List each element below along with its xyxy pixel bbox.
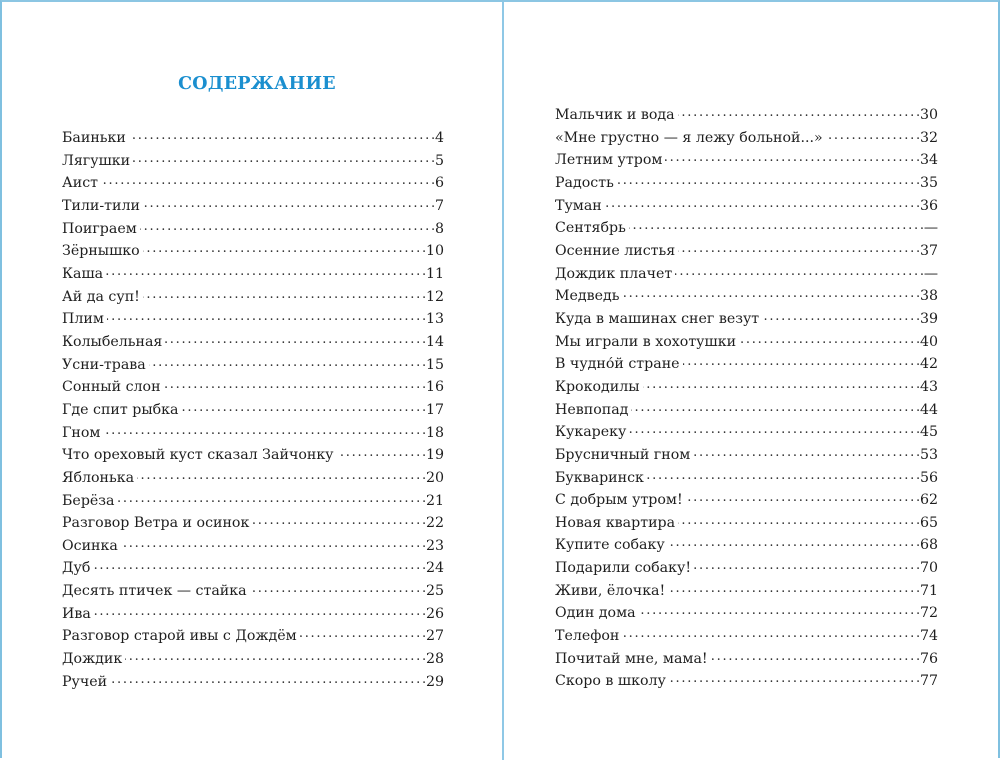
dot-leader	[252, 513, 425, 527]
toc-entry	[62, 444, 444, 467]
dot-leader	[137, 468, 425, 482]
dot-leader	[149, 354, 425, 368]
toc-entry-page-number: 24	[425, 560, 444, 577]
dot-leader	[164, 377, 425, 391]
toc-entry-page-number: 72	[919, 605, 938, 622]
toc-entry-page-number: 39	[919, 310, 938, 327]
dot-leader	[107, 309, 425, 323]
toc-entry	[555, 421, 938, 444]
toc-entry-title: Дуб	[62, 560, 91, 577]
toc-entry-title: Туман	[555, 197, 602, 214]
toc-entry-title: Берёза	[62, 492, 115, 509]
toc-entry-title: Плим	[62, 311, 104, 328]
toc-entry	[555, 534, 938, 557]
toc-entry-title: Десять птичек — стайка	[62, 583, 247, 600]
toc-entry-title: Мальчик и вода	[555, 107, 675, 123]
toc-entry	[555, 376, 938, 399]
dot-leader	[103, 422, 425, 436]
dot-leader	[143, 196, 434, 210]
toc-entry	[62, 263, 444, 286]
toc-entry	[555, 444, 938, 467]
toc-entry-page-number: 27	[425, 628, 444, 645]
toc-entry-page-number: 74	[919, 628, 938, 645]
toc-entry-page-number: 4	[434, 130, 444, 146]
toc-entry-page-number: 8	[434, 220, 444, 237]
dot-leader	[165, 332, 425, 346]
toc-entry-page-number: 25	[425, 583, 444, 600]
toc-entry-title: Медведь	[555, 288, 620, 305]
toc-entry	[555, 195, 938, 218]
toc-entry-title: Невпопад	[555, 401, 629, 418]
toc-entry-title: Баиньки	[62, 130, 126, 146]
toc-entry-page-number: 76	[919, 650, 938, 667]
toc-entry	[555, 149, 938, 172]
toc-entry-page-number: 35	[919, 174, 938, 191]
toc-entry	[62, 172, 444, 195]
dot-leader	[106, 264, 425, 278]
dot-leader	[617, 173, 919, 187]
toc-entry-page-number: 21	[425, 492, 444, 509]
toc-entry-title: Куда в машинах снег везут	[555, 310, 760, 327]
toc-entry-title: Осенние листья	[555, 242, 676, 259]
dot-leader	[826, 127, 919, 141]
toc-entry-page-number: 19	[425, 447, 444, 464]
toc-entry	[555, 240, 938, 263]
dot-leader	[250, 581, 425, 595]
toc-entry	[62, 286, 444, 309]
toc-entry-title: Осинка	[62, 537, 118, 554]
toc-list-left	[62, 127, 444, 693]
toc-entry-page-number: 71	[919, 582, 938, 599]
dot-leader	[686, 490, 919, 504]
toc-entry-title: Брусничный гном	[555, 446, 691, 463]
toc-entry-page-number: 15	[425, 356, 444, 373]
dot-leader	[675, 263, 923, 277]
toc-entry	[62, 240, 444, 263]
toc-entry	[555, 625, 938, 648]
toc-entry-page-number: 36	[919, 197, 938, 214]
toc-entry-page-number: —	[923, 265, 938, 282]
right-page	[504, 2, 1000, 760]
toc-entry-title: Дождик	[62, 651, 123, 668]
toc-entry-page-number: 28	[425, 651, 444, 668]
dot-leader	[337, 445, 425, 459]
toc-entry-page-number: 13	[425, 311, 444, 328]
dot-leader	[629, 218, 923, 232]
toc-entry	[555, 557, 938, 580]
dot-leader	[631, 399, 919, 413]
toc-entry	[62, 490, 444, 513]
toc-entry	[62, 399, 444, 422]
toc-entry	[62, 580, 444, 603]
toc-entry	[555, 308, 938, 331]
toc-entry-title: Дождик плачет	[555, 265, 673, 282]
toc-entry-page-number: 40	[919, 333, 938, 350]
toc-entry	[555, 353, 938, 376]
toc-entry-title: С добрым утром!	[555, 492, 683, 509]
toc-entry-page-number: 29	[425, 673, 444, 690]
toc-entry	[62, 603, 444, 626]
toc-entry-title: Радость	[555, 174, 614, 191]
toc-entry-page-number: 43	[919, 378, 938, 395]
toc-entry	[555, 285, 938, 308]
dot-leader	[669, 671, 919, 685]
toc-entry	[62, 308, 444, 331]
toc-entry-page-number: 30	[919, 107, 938, 123]
dot-leader	[143, 286, 425, 300]
toc-entry-title: Купите собаку	[555, 537, 665, 554]
toc-entry-title: Разговор Ветра и осинок	[62, 515, 250, 532]
toc-entry-page-number: 70	[919, 560, 938, 577]
toc-entry-page-number: 37	[919, 242, 938, 259]
toc-entry	[555, 127, 938, 150]
toc-entry	[555, 172, 938, 195]
toc-entry	[555, 467, 938, 490]
dot-leader	[668, 535, 919, 549]
dot-leader	[93, 558, 425, 572]
toc-entry-title: Где спит рыбка	[62, 401, 179, 418]
dot-leader	[739, 331, 919, 345]
toc-entry-page-number: 38	[919, 288, 938, 305]
toc-entry	[555, 602, 938, 625]
toc-entry	[62, 467, 444, 490]
toc-entry-page-number: 14	[425, 333, 444, 350]
toc-entry-title: Колыбельная	[62, 333, 163, 350]
toc-entry-title: Аист	[62, 175, 98, 192]
toc-entry	[62, 354, 444, 377]
toc-entry	[555, 399, 938, 422]
dot-leader	[143, 241, 425, 255]
dot-leader	[118, 490, 425, 504]
toc-entry-title: «Мне грустно — я лежу больной...»	[555, 129, 823, 146]
toc-entry-title: Ива	[62, 605, 91, 622]
toc-entry-title: Почитай мне, мама!	[555, 650, 708, 667]
toc-entry-page-number: 12	[425, 288, 444, 305]
toc-entry-title: Летним утром	[555, 152, 663, 169]
toc-list-right	[555, 104, 938, 693]
toc-entry-page-number: 68	[919, 537, 938, 554]
toc-entry-page-number: 7	[434, 197, 444, 214]
toc-entry-title: Букваринск	[555, 469, 644, 486]
toc-entry	[62, 127, 444, 150]
toc-entry-page-number: 62	[919, 492, 938, 509]
toc-entry	[62, 671, 444, 694]
toc-entry-page-number: 44	[919, 401, 938, 418]
toc-entry-title: Один дома	[555, 605, 636, 622]
dot-leader	[694, 558, 919, 572]
toc-entry-page-number: 56	[919, 469, 938, 486]
toc-entry	[62, 535, 444, 558]
dot-leader	[643, 377, 919, 391]
toc-entry-title: Гном	[62, 424, 101, 441]
toc-entry	[555, 512, 938, 535]
dot-leader	[94, 604, 425, 618]
toc-entry-page-number: 53	[919, 446, 938, 463]
dot-leader	[711, 649, 919, 663]
table-of-contents-title: СОДЕРЖАНИЕ	[178, 74, 336, 94]
toc-entry-page-number: 23	[425, 537, 444, 554]
toc-entry-title: Скоро в школу	[555, 673, 666, 690]
toc-entry	[62, 512, 444, 535]
toc-entry	[62, 422, 444, 445]
toc-entry-title: Ай да суп!	[62, 288, 140, 305]
toc-entry-page-number: 34	[919, 152, 938, 169]
toc-entry-title: Новая квартира	[555, 514, 676, 531]
dot-leader	[678, 241, 919, 255]
toc-entry-title: Живи, ёлочка!	[555, 582, 666, 599]
toc-entry-page-number: 42	[919, 356, 938, 373]
dot-leader	[300, 626, 425, 640]
toc-entry-title: Усни-трава	[62, 356, 146, 373]
dot-leader	[101, 173, 434, 187]
toc-entry-title: Что ореховый куст сказал Зайчонку	[62, 447, 334, 464]
dot-leader	[125, 649, 425, 663]
dot-leader	[668, 581, 919, 595]
dot-leader	[129, 128, 434, 142]
dot-leader	[678, 105, 919, 119]
dot-leader	[121, 536, 425, 550]
toc-entry-page-number: 18	[425, 424, 444, 441]
toc-entry	[62, 648, 444, 671]
toc-entry-page-number: 77	[919, 673, 938, 690]
dot-leader	[678, 513, 919, 527]
toc-entry	[62, 195, 444, 218]
toc-entry-title: Крокодилы	[555, 378, 640, 395]
toc-entry-page-number: 16	[425, 379, 444, 396]
toc-entry-title: Тили-тили	[62, 197, 140, 214]
toc-entry-page-number: 11	[425, 265, 444, 282]
dot-leader	[683, 354, 919, 368]
toc-entry-page-number: 65	[919, 514, 938, 531]
left-page	[2, 2, 502, 760]
toc-entry-title: Лягушки	[62, 152, 131, 169]
dot-leader	[140, 218, 434, 232]
toc-entry	[62, 150, 444, 173]
dot-leader	[605, 195, 919, 209]
toc-entry-title: Подарили собаку!	[555, 560, 692, 577]
dot-leader	[639, 603, 919, 617]
dot-leader	[762, 309, 919, 323]
toc-entry	[62, 625, 444, 648]
toc-entry	[62, 557, 444, 580]
toc-entry-title: Поиграем	[62, 220, 137, 237]
toc-entry-title: Сонный слон	[62, 379, 161, 396]
toc-entry	[555, 580, 938, 603]
toc-entry-page-number: 26	[425, 605, 444, 622]
toc-entry-title: Зёрнышко	[62, 243, 140, 260]
toc-entry-title: Сентябрь	[555, 220, 626, 237]
toc-entry-title: Телефон	[555, 628, 620, 645]
toc-entry	[555, 263, 938, 286]
toc-entry-title: В чудно́й стране	[555, 356, 680, 373]
toc-entry	[555, 104, 938, 127]
dot-leader	[623, 286, 919, 300]
toc-entry-page-number: 6	[434, 175, 444, 192]
toc-entry-page-number: 32	[919, 129, 938, 146]
dot-leader	[665, 150, 919, 164]
toc-entry-page-number: 5	[434, 152, 444, 169]
dot-leader	[133, 150, 434, 164]
toc-entry-page-number: —	[923, 220, 938, 237]
toc-entry	[555, 670, 938, 693]
dot-leader	[182, 400, 425, 414]
toc-entry-page-number: 20	[425, 469, 444, 486]
toc-entry-title: Каша	[62, 265, 104, 282]
dot-leader	[622, 626, 919, 640]
toc-entry	[62, 331, 444, 354]
toc-entry	[555, 489, 938, 512]
toc-entry	[62, 376, 444, 399]
dot-leader	[629, 422, 919, 436]
toc-entry-page-number: 22	[425, 515, 444, 532]
toc-entry-title: Яблонька	[62, 469, 135, 486]
toc-entry-title: Кукареку	[555, 424, 627, 441]
toc-entry-page-number: 17	[425, 401, 444, 418]
toc-entry-page-number: 10	[425, 243, 444, 260]
toc-entry	[555, 331, 938, 354]
dot-leader	[647, 467, 919, 481]
toc-entry-title: Разговор старой ивы с Дождём	[62, 628, 297, 645]
dot-leader	[693, 445, 919, 459]
toc-entry	[62, 218, 444, 241]
toc-entry	[555, 217, 938, 240]
toc-entry-page-number: 45	[919, 424, 938, 441]
toc-entry	[555, 648, 938, 671]
toc-entry-title: Ручей	[62, 673, 108, 690]
toc-entry-title: Мы играли в хохотушки	[555, 333, 737, 350]
dot-leader	[110, 672, 425, 686]
